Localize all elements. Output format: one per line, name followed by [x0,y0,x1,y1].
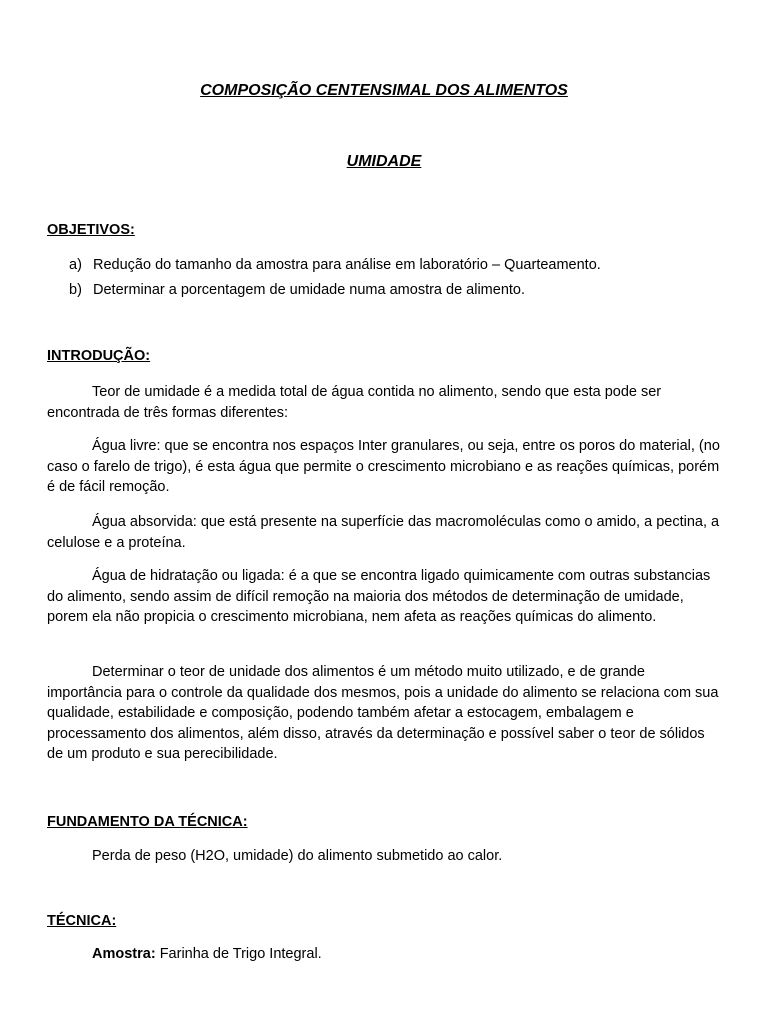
amostra-value: Farinha de Trigo Integral. [159,946,322,962]
list-item [69,255,749,280]
document-subtitle: UMIDADE [346,153,422,170]
fundamento-heading: FUNDAMENTO DA TÉCNICA: [47,814,248,830]
introducao-heading: INTRODUÇÃO: [47,348,151,364]
list-item-text: Determinar a porcentagem de umidade numa amostra de alimento. [93,282,526,298]
list-marker: b) [69,282,82,298]
amostra-label: Amostra: [92,946,156,962]
introducao-paragraph-2: Água livre: que se encontra nos espaços Inter granulares, ou seja, entre os poros do material, (no caso o farelo de trigo), é esta água que permite o crescimento microbiano e as reações químicas, porém é de fácil remoção. [47,438,720,495]
amostra-line [92,946,322,962]
objetivos-list [69,255,749,305]
list-item-text: Redução do tamanho da amostra para análise em laboratório – Quarteamento. [93,257,601,273]
list-item [69,280,749,305]
introducao-paragraph-5: Determinar o teor de unidade dos alimentos é um método muito utilizado, e de grande importância para o controle da qualidade dos mesmos, pois a unidade do alimento se relaciona com sua qualidade, estabilidade e composição, podendo também afetar a estocagem, embalagem e processamento dos alimentos, além disso, através da determinação e possível saber o teor de sólidos de um produto e sua perecibilidade. [47,664,719,762]
fundamento-text: Perda de peso (H2O, umidade) do alimento submetido ao calor. [92,848,503,864]
tecnica-heading: TÉCNICA: [47,913,117,929]
introducao-paragraph-4: Água de hidratação ou ligada: é a que se encontra ligado quimicamente com outras substancias do alimento, sendo assim de difícil remoção na maioria dos métodos de determinação de umidade, porem ela não propicia o crescimento microbiana, nem afeta as reações químicas do alimento. [47,568,711,625]
document-title: COMPOSIÇÃO CENTENSIMAL DOS ALIMENTOS [200,82,568,99]
objetivos-heading: OBJETIVOS: [47,222,135,238]
list-marker: a) [69,257,82,273]
introducao-paragraph-1: Teor de umidade é a medida total de água contida no alimento, sendo que esta pode ser encontrada de três formas diferentes: [47,384,662,421]
introducao-paragraph-3: Água absorvida: que está presente na superfície das macromoléculas como o amido, a pectina, a celulose e a proteína. [47,514,720,551]
